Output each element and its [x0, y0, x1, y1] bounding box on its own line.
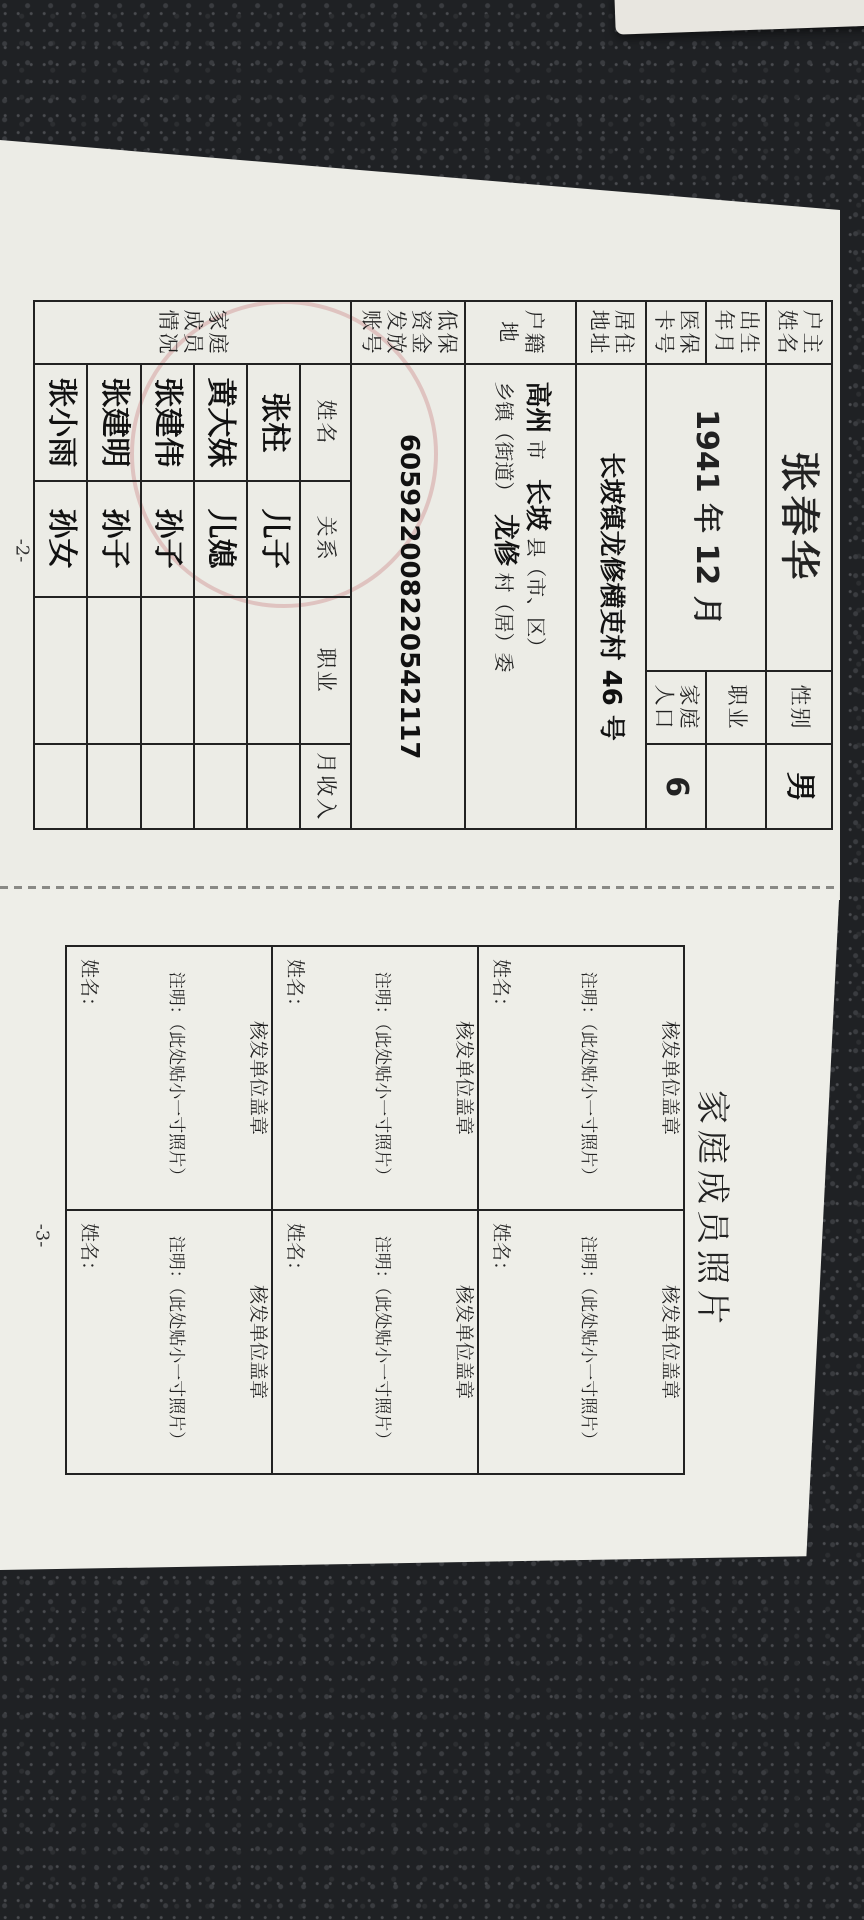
- label-address: 居住地址: [576, 301, 646, 364]
- photo-note: 注明：（此处贴小一寸照片）: [166, 971, 187, 1185]
- photo-name-label: 姓名：: [77, 959, 100, 1017]
- photo-cell: [66, 1210, 272, 1474]
- photos-title: 家庭成员照片: [692, 1090, 732, 1330]
- value-family-count: 6: [646, 744, 706, 829]
- hukou-village: 龙修: [490, 514, 521, 567]
- member-relation: 孙女: [34, 481, 87, 597]
- photo-name-label: 姓名：: [489, 1223, 512, 1281]
- issuer-stamp-label: 核发单位盖章: [659, 1284, 681, 1399]
- book-corner: [614, 0, 864, 35]
- hukou-city: 高州: [521, 381, 552, 434]
- issuer-stamp-label: 核发单位盖章: [453, 1284, 475, 1399]
- member-name: 张建伟: [141, 364, 194, 480]
- value-address: 长坡镇龙修横吏村 46 号: [576, 364, 646, 829]
- hukou-city-unit: 市: [523, 439, 548, 460]
- label-medical-card: 医保卡号: [646, 301, 706, 364]
- photo-note: 注明：（此处贴小一寸照片）: [578, 1235, 599, 1449]
- value-gender: 男: [766, 744, 832, 829]
- photo-name-label: 姓名：: [283, 1223, 306, 1281]
- label-head-name: 户主姓名: [766, 301, 832, 364]
- issuer-stamp-label: 核发单位盖章: [453, 1020, 475, 1135]
- hukou-county-unit: 县（市、区）: [523, 537, 548, 658]
- label-hukou: 户籍地: [465, 301, 576, 364]
- member-name: 张小雨: [34, 364, 87, 480]
- household-table: [33, 300, 833, 830]
- photos-section: [60, 945, 740, 1475]
- page-number-left: -2-: [11, 538, 33, 563]
- photo-note: 注明：（此处贴小一寸照片）: [372, 1235, 393, 1449]
- hukou-town-unit: 乡镇（街道）: [492, 381, 517, 502]
- value-head-name: 张春华: [766, 364, 832, 670]
- value-hukou: [465, 364, 576, 829]
- member-row: [141, 301, 194, 829]
- hukou-county: 长坡: [521, 478, 552, 531]
- member-name: 张建明: [87, 364, 140, 480]
- member-row: [87, 301, 140, 829]
- photo-cell: [272, 1210, 478, 1474]
- label-account: 低保资金发放账号: [351, 301, 465, 364]
- photo-note: 注明：（此处贴小一寸照片）: [166, 1235, 187, 1449]
- col-header-income: 月收入: [300, 744, 351, 829]
- member-name: 黄大妹: [194, 364, 247, 480]
- book-stitch-seam: [0, 886, 840, 889]
- col-header-job: 职业: [300, 597, 351, 745]
- member-relation: 孙子: [87, 481, 140, 597]
- photo-name-label: 姓名：: [77, 1223, 100, 1281]
- photo-cell: [478, 946, 684, 1210]
- label-birth: 出生年月: [706, 301, 766, 364]
- photo-note: 注明：（此处贴小一寸照片）: [372, 971, 393, 1185]
- member-relation: 儿子: [247, 481, 300, 597]
- photo-cell: [272, 946, 478, 1210]
- page-number-right: -3-: [31, 1223, 53, 1248]
- label-gender: 性别: [766, 671, 832, 745]
- photo-name-label: 姓名：: [283, 959, 306, 1017]
- photo-name-label: 姓名：: [489, 959, 512, 1017]
- member-row: [34, 301, 87, 829]
- issuer-stamp-label: 核发单位盖章: [247, 1284, 269, 1399]
- photo-cell: [66, 946, 272, 1210]
- value-account: 6059220082205421​17: [351, 364, 465, 829]
- label-family-count: 家庭人口: [646, 671, 706, 745]
- label-members: 家庭成员情况: [34, 301, 351, 364]
- col-header-relation: 关系: [300, 481, 351, 597]
- member-name: 张柱: [247, 364, 300, 480]
- photo-note: 注明：（此处贴小一寸照片）: [578, 971, 599, 1185]
- photo-cell: [478, 1210, 684, 1474]
- issuer-stamp-label: 核发单位盖章: [659, 1020, 681, 1135]
- issuer-stamp-label: 核发单位盖章: [247, 1020, 269, 1135]
- value-birth: 1941 年 12 月: [646, 364, 766, 670]
- photo-grid: [65, 945, 685, 1475]
- member-relation: 儿媳: [194, 481, 247, 597]
- col-header-name: 姓名: [300, 364, 351, 480]
- value-occupation: [706, 744, 766, 829]
- hukou-village-unit: 村（居）委: [492, 572, 517, 673]
- member-row: [194, 301, 247, 829]
- member-row: [247, 301, 300, 829]
- member-relation: 孙子: [141, 481, 194, 597]
- label-occupation: 职业: [706, 671, 766, 745]
